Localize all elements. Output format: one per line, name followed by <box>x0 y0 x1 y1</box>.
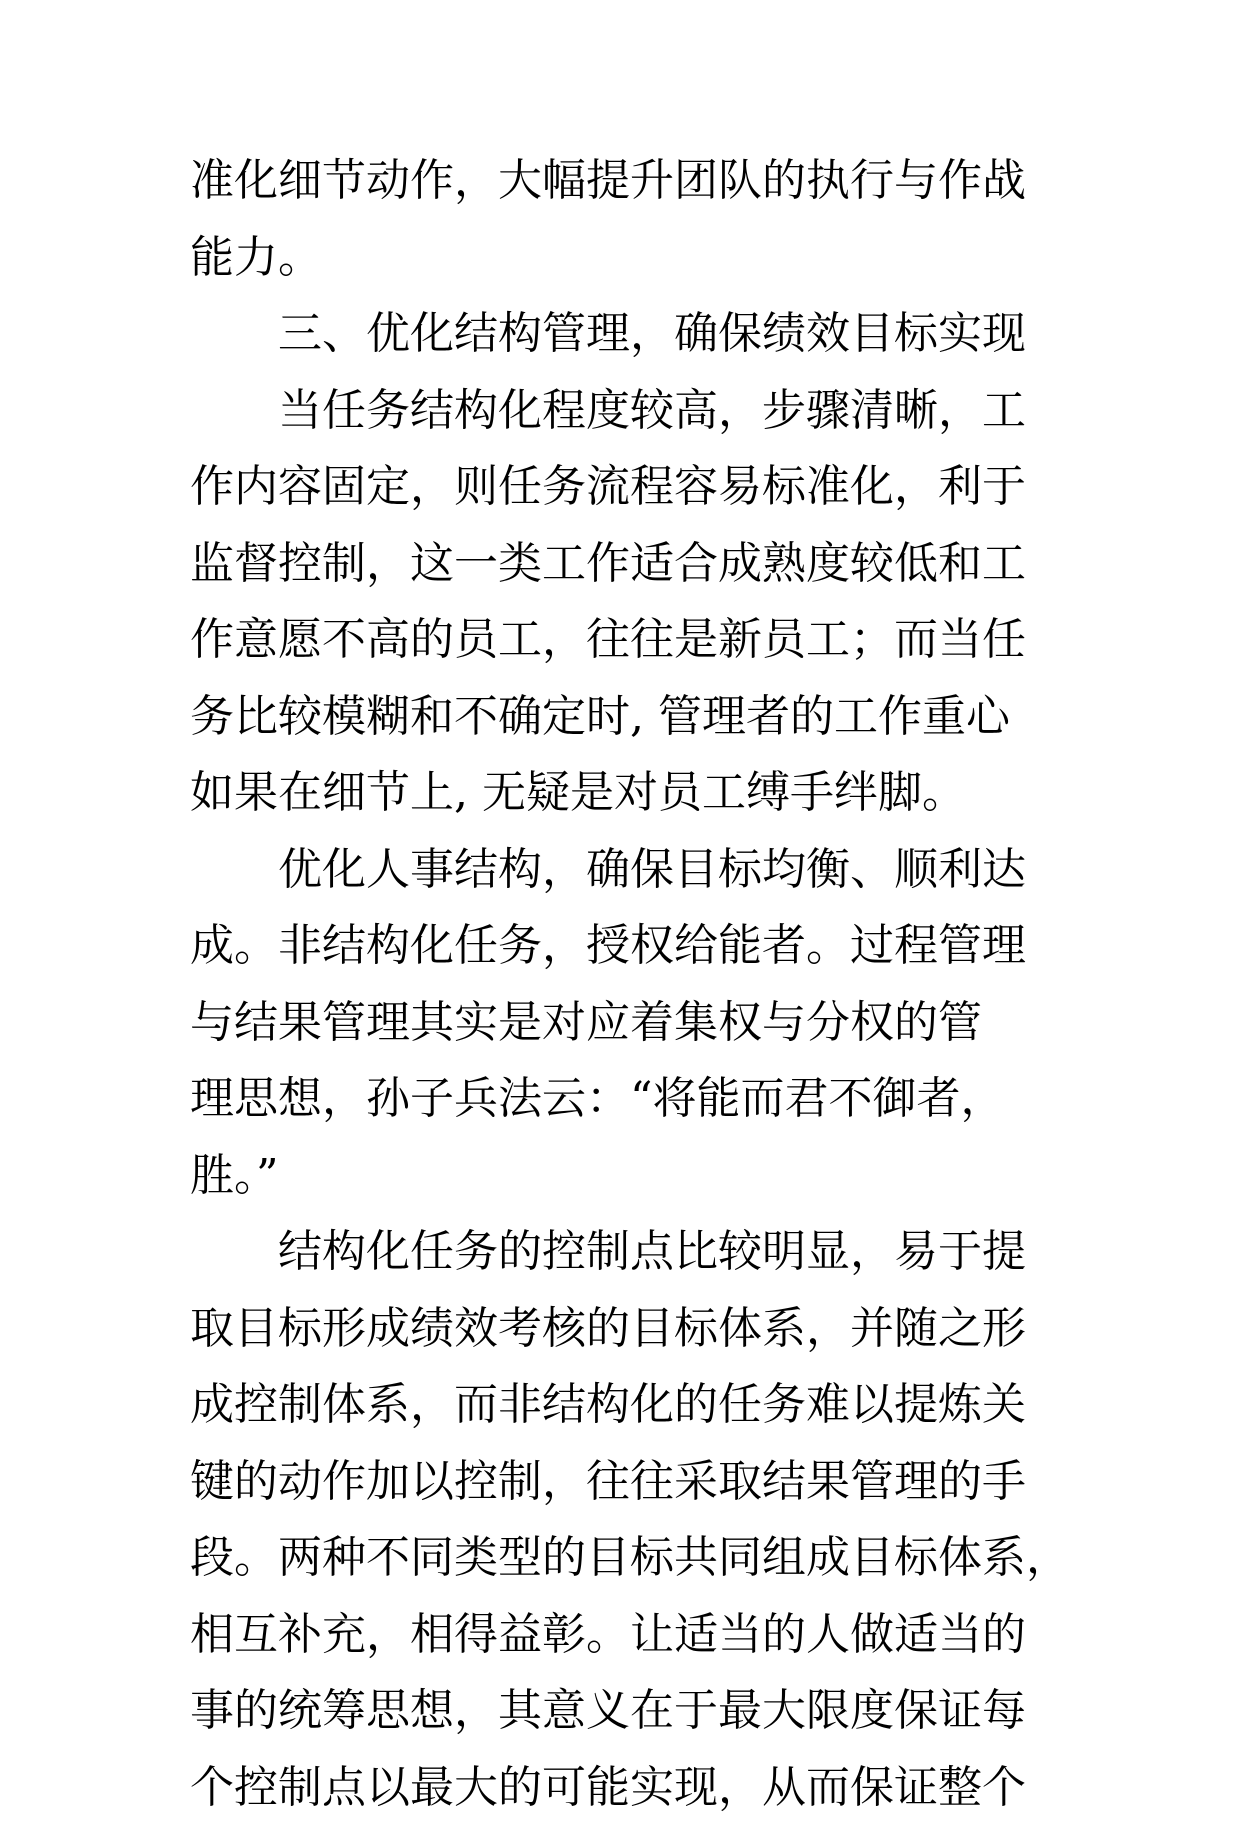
body-line: 务比较模糊和不确定时, 管理者的工作重心 <box>190 679 1070 756</box>
paragraph-start-line: 结构化任务的控制点比较明显，易于提 <box>190 1214 1070 1291</box>
body-line: 成控制体系，而非结构化的任务难以提炼关 <box>190 1367 1070 1444</box>
body-line: 与结果管理其实是对应着集权与分权的管 <box>190 985 1070 1062</box>
body-line: 键的动作加以控制，往往采取结果管理的手 <box>190 1444 1070 1521</box>
body-line: 相互补充，相得益彰。让适当的人做适当的 <box>190 1597 1070 1674</box>
paragraph-start-line: 优化人事结构，确保目标均衡、顺利达 <box>190 832 1070 909</box>
body-line: 成。非结构化任务，授权给能者。过程管理 <box>190 908 1070 985</box>
body-line: 个控制点以最大的可能实现，从而保证整个 <box>190 1750 1070 1826</box>
body-line: 作内容固定，则任务流程容易标准化，利于 <box>190 449 1070 526</box>
body-line: 胜。” <box>190 1138 1070 1215</box>
body-line: 如果在细节上, 无疑是对员工缚手绊脚。 <box>190 755 1070 832</box>
body-line: 段。两种不同类型的目标共同组成目标体系， <box>190 1520 1070 1597</box>
body-line: 作意愿不高的员工，往往是新员工；而当任 <box>190 602 1070 679</box>
paragraph-start-line: 当任务结构化程度较高，步骤清晰，工 <box>190 373 1070 450</box>
body-line: 事的统筹思想，其意义在于最大限度保证每 <box>190 1673 1070 1750</box>
body-line: 取目标形成绩效考核的目标体系，并随之形 <box>190 1291 1070 1368</box>
section-heading: 三、优化结构管理，确保绩效目标实现 <box>190 296 1070 373</box>
body-line: 监督控制，这一类工作适合成熟度较低和工 <box>190 526 1070 603</box>
body-line: 理思想，孙子兵法云：“将能而君不御者， <box>190 1061 1070 1138</box>
body-line: 准化细节动作，大幅提升团队的执行与作战 <box>190 143 1070 220</box>
body-line: 能力。 <box>190 220 1070 297</box>
document-body-text <box>190 143 1070 1826</box>
